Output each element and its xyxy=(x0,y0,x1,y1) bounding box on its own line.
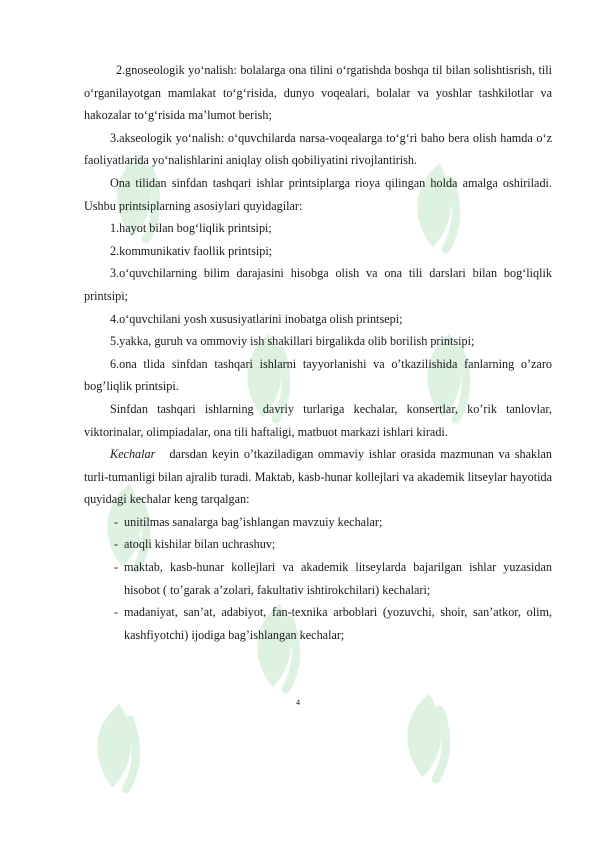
principle-item: 6.ona tlida sinfdan tashqari ishlarni tayyorlanishi va o’tkazilishida fanlarning o’zaro bog’liqlik printsipi. xyxy=(84,356,552,394)
kechalar-term: Kechalar xyxy=(110,447,156,462)
paragraph-akseologik: 3.akseologik yo‘nalish: o‘quvchilarda narsa-voqealarga to‘g‘ri baho bera olish hamda o‘z faoliyatlarida yo‘nalishlarini aniqlay olish qobiliyatini rivojlantirish. xyxy=(84,130,552,168)
dash-bullet: - xyxy=(114,537,119,552)
dash-bullet: - xyxy=(114,560,119,575)
kechalar-text: darsdan keyin o’tkaziladigan ommaviy ishlar orasida mazmunan va shaklan turli-tumanligi bilan ajralib turadi. Maktab, kasb-hunar kollejlari va akademik litseylar hayotida quyidagi kechalar keng tarqalgan: xyxy=(84,447,562,507)
page-number: 4 xyxy=(296,698,300,707)
dash-bullet: - xyxy=(114,514,119,529)
list-item-text: madaniyat, san’at, adabiyot, fan-texnika arboblari (yozuvchi, shoir, san’atkor, olim, kashfiyotchi) ijodiga bag’ishlangan kechalar; xyxy=(124,605,552,642)
paragraph-kechalar xyxy=(84,443,562,511)
paragraph-printsiplar-intro: Ona tilidan sinfdan tashqari ishlar printsiplarga rioya qilingan holda amalga oshiriladi. Ushbu printsiplarning asosiylari quyidagilar: xyxy=(84,175,552,213)
paragraph-davriy-turlar: Sinfdan tashqari ishlarning davriy turlariga kechalar, konsertlar, ko’rik tanlovlar, viktorinalar, olimpiadalar, ona tili haftaligi, matbuot markazi ishlari kiradi. xyxy=(84,401,552,439)
list-item xyxy=(84,533,552,556)
list-item xyxy=(84,511,552,534)
list-item xyxy=(84,601,552,646)
kechalar-list xyxy=(84,511,552,647)
list-item-text: maktab, kasb-hunar kollejlari va akademik litseylarda bajarilgan ishlar yuzasidan hisobot ( to’garak a’zolari, fakultativ ishtirokchilari) kechalari; xyxy=(124,560,552,597)
principle-item: 4.o‘quvchilani yosh xususiyatlarini inobatga olish printsepi; xyxy=(110,311,403,326)
paragraph-gnoseologik: 2.gnoseologik yo‘nalish: bolalarga ona tilini o‘rgatishda boshqa til bilan solishtisrish, tili o‘rganilayotgan mamlakat to‘g‘risida, dunyo voqealari, bolalar va yoshlar tashkilotlar va hakozalar to‘g‘risida ma’lumot berish; xyxy=(84,63,552,123)
principle-item: 2.kommunikativ faollik printsipi; xyxy=(110,243,273,258)
list-item-text: atoqli kishilar bilan uchrashuv; xyxy=(124,537,276,552)
dash-bullet: - xyxy=(114,605,119,620)
list-item-text: unitilmas sanalarga bag’ishlangan mavzuiy kechalar; xyxy=(124,514,383,529)
leaf-swirl-icon xyxy=(361,671,494,804)
principle-item: 1.hayot bilan bog‘liqlik printsipi; xyxy=(110,221,272,236)
principle-item: 3.o‘quvchilarning bilim darajasini hisobga olish va ona tili darslari bilan bog‘liqlik printsipi; xyxy=(84,266,552,303)
document-body xyxy=(84,59,562,646)
list-item xyxy=(84,556,552,601)
principle-item: 5.yakka, guruh va ommoviy ish shakillari birgalikda olib borilish printsipi; xyxy=(110,334,475,349)
